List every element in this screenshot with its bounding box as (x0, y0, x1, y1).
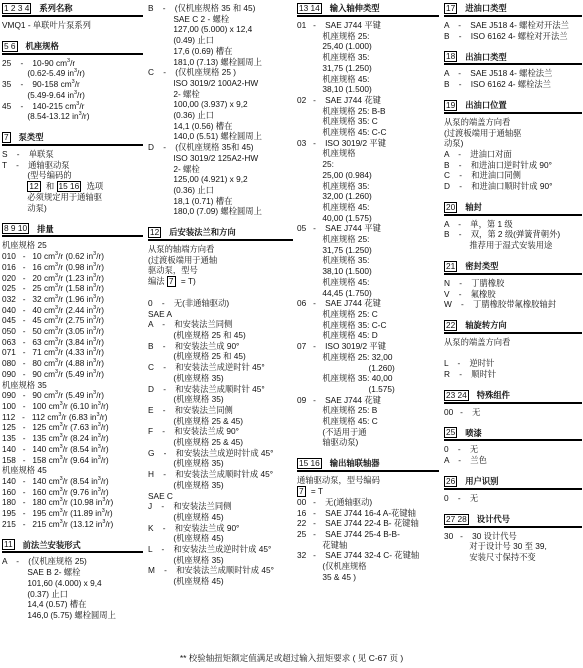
option-line: C - 和进油口同侧 (444, 170, 521, 181)
option-line: 从泵的端盖方向看 (444, 116, 511, 127)
section-header (297, 3, 439, 17)
code-section (444, 51, 582, 89)
option-line: 2- 螺栓 (148, 88, 200, 99)
option-line: SAE C (148, 490, 173, 501)
code-section (148, 227, 293, 587)
option-line: 050 - 50 $cm^3/r$ (3.05 $in^3/r$) (2, 326, 105, 337)
code-number-box: 11 (4, 539, 13, 550)
option-line: (0.37) 止口 (2, 588, 68, 599)
option-line: ISO 3019/2 100A2-HW (148, 77, 259, 88)
code-number-box: 19 (446, 99, 456, 110)
section-header (444, 320, 582, 334)
option-line: (8.54-13.12 $in^3/r$) (2, 111, 90, 122)
option-line: (机座规格 35) (148, 458, 224, 469)
option-line: E - 和安装法兰同侧 (148, 404, 233, 415)
option-line: (机座规格 45) (148, 576, 224, 587)
section-title: 前法兰安装形式 (22, 539, 81, 550)
option-line: 35 & 45 ) (297, 571, 357, 582)
option-line: 14,4 (0.57) 槽在 (2, 599, 87, 610)
option-line: 18,1 (0.71) 槽在 (148, 195, 233, 206)
option-line: (5.49-9.64 $in^3/r$) (2, 89, 85, 100)
option-line: 063 - 63 $cm^3/r$ (3.84 $in^3/r$) (2, 336, 105, 347)
code-number-box: 18 (446, 51, 456, 62)
option-line: 编法 7 = T) (148, 276, 196, 287)
option-line: (机座规格 45) (148, 511, 224, 522)
option-line: 032 - 32 $cm^3/r$ (1.96 $in^3/r$) (2, 293, 105, 304)
option-line: (1.575) (297, 383, 395, 394)
option-line: 180 - 180 $cm^3/r$ (10.98 $in^3/r$) (2, 497, 114, 508)
option-line: 机座规格 35: 40,00 (297, 373, 393, 384)
option-line: D - 和进油口顺时针成 90° (444, 181, 553, 192)
option-line: SAE B 2- 螺栓 (2, 567, 81, 578)
option-line: 25 - SAE J744 25-4 B-B- (297, 528, 400, 539)
option-line: 机座规格 35: (297, 52, 370, 63)
option-line: 32 - SAE J744 32-4 C- 花键轴 (297, 550, 420, 561)
code-section (444, 100, 582, 192)
option-line: 机座规格 25: B-B (297, 105, 386, 116)
option-line: 25,00 (0.984) (297, 169, 372, 180)
option-line: 090 - 90 $cm^3/r$ (5.49 $in^3/r$) (2, 368, 105, 379)
option-line: L - 和安装法兰成逆时针成 45° (148, 544, 272, 555)
option-line: 动泵) (444, 138, 464, 149)
section-header (444, 202, 582, 216)
code-section (2, 223, 143, 529)
code-number-box: 21 (446, 260, 456, 271)
section-header (444, 100, 582, 114)
option-line: 机座规格 35: (297, 255, 370, 266)
option-line: 080 - 80 $cm^3/r$ (4.88 $in^3/r$) (2, 358, 105, 369)
option-line: B - 和安装法兰成 90° (148, 340, 240, 351)
section-title: 出油口位置 (465, 99, 507, 110)
option-line: SAE A (148, 308, 172, 319)
option-line: 机座规格 35: C (297, 116, 378, 127)
section-header (444, 476, 582, 490)
option-line: (0.62-5.49 $in^3/r$) (2, 68, 85, 79)
option-line: 00 - 无(通轴驱动) (297, 496, 373, 507)
section-header (148, 227, 293, 241)
option-line: 146,0 (5.75) 螺栓圆周上 (2, 609, 116, 620)
option-line: 机座规格 45: (297, 276, 370, 287)
code-section (297, 458, 439, 582)
option-line: 25,40 (1.000) (297, 41, 372, 52)
option-line: 14,1 (0.56) 槽在 (148, 120, 233, 131)
option-line: B - 和进油口逆时针成 90° (444, 159, 552, 170)
option-line: G - 和安装法兰成逆时针成 45° (148, 447, 274, 458)
code-number-box: 8 9 10 (4, 223, 28, 234)
option-line: A - 进油口对面 (444, 148, 512, 159)
option-line: 轴驱动泵) (297, 437, 359, 448)
option-line: 38,10 (1.500) (297, 266, 372, 277)
option-line: 101,60 (4.000) x 9,4 (2, 577, 102, 588)
option-line: D - (仅机座规格 35和 45) (148, 142, 254, 153)
option-line: 00 - 无 (444, 406, 481, 417)
section-header (2, 539, 143, 553)
section-header (444, 427, 582, 441)
code-section (2, 539, 143, 620)
option-line: (0.36) 止口 (148, 184, 214, 195)
option-line: V - 氟橡胶 (444, 288, 496, 299)
code-section (148, 3, 293, 217)
code-section (444, 427, 582, 465)
option-line: K - 和安装法兰成 90° (148, 522, 240, 533)
code-section (444, 476, 582, 504)
option-line: (1.260) (297, 362, 395, 373)
option-line: A - (仅机座规格 25) (2, 556, 87, 567)
code-number-box: 27 28 (446, 513, 467, 524)
option-line: 010 - 10 $cm^3/r$ (0.62 $in^3/r$) (2, 251, 105, 262)
option-line: 2- 螺栓 (148, 163, 200, 174)
column-3 (297, 3, 439, 592)
option-line: A - 单，第 1 级 (444, 218, 513, 229)
option-line: 181,0 (7.13) 螺栓圆周上 (148, 56, 262, 67)
option-line: 必须规定用于通轴驱 (2, 192, 103, 203)
option-line: 机座规格 25: B (297, 405, 378, 416)
option-line: 31,75 (1.250) (297, 62, 372, 73)
option-line: 机座规格 25: (297, 234, 370, 245)
option-line: (机座规格 25 & 45) (148, 415, 243, 426)
option-line: 045 - 45 $cm^3/r$ (2.75 $in^3/r$) (2, 315, 105, 326)
option-line: A - SAE J518 4- 螺栓法兰 (444, 68, 553, 79)
section-title: 泵类型 (18, 132, 44, 143)
option-line: 140 - 140 $cm^3/r$ (8.54 $in^3/r$) (2, 443, 109, 454)
option-line: 机座规格 45: (297, 201, 370, 212)
option-line: R - 顺时针 (444, 369, 497, 380)
option-line: 02 - SAE J744 花键 (297, 94, 381, 105)
section-header (444, 514, 582, 528)
option-line: T - 通轴驱动泵 (2, 159, 70, 170)
option-line: 01 - SAE J744 平键 (297, 20, 381, 30)
option-line: (机座规格 45) (148, 533, 224, 544)
section-header (2, 41, 143, 55)
option-line: S - 单联泵 (2, 148, 54, 159)
option-line: 38,10 (1.500) (297, 84, 372, 95)
option-line: 180,0 (7.09) 螺栓圆周上 (148, 206, 262, 217)
option-line: 驱动泵，型号 (148, 265, 198, 276)
option-line: (过渡板端用于通轴驱 (444, 127, 522, 138)
option-line: 195 - 195 $cm^3/r$ (11.89 $in^3/r$) (2, 508, 113, 519)
section-title: 系列名称 (39, 3, 73, 14)
column-4 (444, 3, 582, 573)
code-number-box: 13 14 (299, 3, 320, 13)
option-line: 机座规格 25: C (297, 308, 378, 319)
section-title: 设计代号 (476, 513, 510, 524)
option-line: 45 - 140-215 $cm^3/r$ (2, 100, 85, 111)
option-line: 0 - 无 (444, 492, 479, 503)
option-line: F - 和安装法兰成 90° (148, 426, 239, 437)
option-line: SAE C 2 - 螺栓 (148, 13, 230, 24)
option-line: 25 - 10-90 $cm^3/r$ (2, 57, 76, 68)
option-line: C - 和安装法兰成逆时针 45° (148, 362, 265, 373)
option-line: 机座规格 45 (2, 465, 47, 476)
code-number-box: 1 2 3 4 (4, 3, 30, 13)
option-line: 推荐用于湿式安装用途 (444, 240, 553, 251)
code-number-box: 20 (446, 201, 456, 212)
option-line: N - 丁腈橡胶 (444, 277, 505, 288)
code-section (444, 390, 582, 418)
code-number-box: 22 (446, 319, 456, 330)
code-section (444, 261, 582, 310)
option-line: 44,45 (1.750) (297, 287, 372, 298)
option-line: 机座规格 45: C (297, 416, 378, 427)
option-line: VMQ1 - 单联叶片泵系列 (2, 20, 91, 30)
section-title: 后安装法兰和方向 (169, 227, 236, 238)
option-line: A - 兰色 (444, 455, 487, 466)
code-number-box: 23 24 (446, 389, 467, 400)
option-line: ISO 3019/2 125A2-HW (148, 152, 259, 163)
option-line: 135 - 135 $cm^3/r$ (8.24 $in^3/r$) (2, 433, 109, 444)
option-line: 025 - 25 $cm^3/r$ (1.58 $in^3/r$) (2, 283, 105, 294)
option-line: 17,6 (0.69) 槽在 (148, 45, 233, 56)
option-line: 机座规格 45: D (297, 330, 378, 341)
code-section (444, 320, 582, 380)
option-line: 7 = T (299, 485, 323, 496)
section-title: 喷漆 (465, 427, 482, 438)
option-line: 215 - 215 $cm^3/r$ (13.12 $in^3/r$) (2, 518, 114, 529)
option-line: 通轴驱动泵，型号编码 (297, 475, 380, 486)
option-line: 安装尺寸保持不变 (444, 551, 536, 562)
option-line: 30 - 30 设计代号 (444, 530, 517, 541)
option-line: 40,00 (1.575) (297, 212, 372, 223)
option-line: 09 - SAE J744 花键 (297, 394, 381, 405)
option-line: 160 - 160 $cm^3/r$ (9.76 $in^3/r$) (2, 486, 109, 497)
option-line: A - 和安装法兰同侧 (148, 319, 233, 330)
section-title: 排量 (37, 223, 54, 234)
option-line: 机座规格 35 (2, 379, 47, 390)
option-line: B - (仅机座规格 35 和 45) (148, 3, 256, 13)
code-section (444, 514, 582, 563)
option-line: 16 - SAE J744 16-4 A-花键轴 (297, 507, 416, 518)
option-line: 112 - 112 $cm^3/r$ (6.83 $in^3/r$) (2, 411, 108, 422)
option-line: (机座规格 25 和 45) (148, 329, 246, 340)
option-line: 040 - 40 $cm^3/r$ (2.44 $in^3/r$) (2, 304, 105, 315)
section-header (2, 132, 143, 146)
option-line: 12 和 15 16 选项 (29, 181, 104, 192)
option-line: A - SAE J518 4- 螺栓对开法兰 (444, 20, 569, 30)
code-number-box: 25 (446, 427, 456, 438)
section-title: 轴封 (465, 201, 482, 212)
option-line: C - (仅机座规格 25 ) (148, 67, 237, 78)
option-line: 0 - 无(非通轴驱动) (148, 297, 230, 308)
option-line (444, 348, 582, 359)
option-line: 35 - 90-158 $cm^3/r$ (2, 79, 80, 90)
option-line: 32,00 (1.260) (297, 191, 372, 202)
code-number-box: 15 16 (299, 458, 320, 469)
code-number-box: 26 (446, 475, 456, 486)
option-line: 05 - SAE J744 平键 (297, 223, 381, 234)
option-line: (机座规格 35) (148, 372, 224, 383)
column-1 (2, 3, 143, 631)
option-line: (不适用于通 (297, 426, 367, 437)
option-line: 25: (297, 159, 334, 170)
option-line: 从泵的轴端方向看 (148, 244, 215, 255)
code-section (444, 202, 582, 251)
section-header (444, 261, 582, 275)
section-title: 出油口类型 (465, 51, 507, 62)
option-line: (机座规格 35) (148, 479, 224, 490)
option-line: 020 - 20 $cm^3/r$ (1.23 $in^3/r$) (2, 272, 105, 283)
code-section (2, 132, 143, 214)
option-line: (机座规格 35) (148, 554, 224, 565)
option-line: 100 - 100 $cm^3/r$ (6.10 $in^3/r$) (2, 400, 109, 411)
option-line: 机座规格 25: 32,00 (297, 351, 393, 362)
column-2 (148, 3, 293, 597)
option-line: W - 丁腈橡胶带氟橡胶轴封 (444, 299, 557, 310)
option-line: 125,00 (4.921) x 9,2 (148, 174, 248, 185)
section-header (2, 3, 143, 17)
option-line: 机座规格 (297, 148, 356, 159)
section-header (444, 3, 582, 17)
option-line: 03 - ISO 3019/2 平键 (297, 137, 387, 148)
code-number-box: 12 (150, 227, 160, 238)
option-line: 22 - SAE J744 22-4 B- 花键轴 (297, 518, 419, 529)
option-line: (仅机座规格 (297, 561, 367, 572)
option-line: M - 和安装法兰成顺时针成 45° (148, 565, 274, 576)
option-line: J - 和安装法兰同侧 (148, 501, 232, 512)
section-title: 密封类型 (465, 260, 499, 271)
option-line: (过渡板端用于通轴 (148, 254, 218, 265)
footnote: ** 校验轴扭矩额定值满足或超过输入扭矩要求 ( 见 C-67 页 ) (179, 653, 404, 663)
section-title: 机座规格 (25, 40, 59, 51)
option-line: B - ISO 6162 4- 螺栓法兰 (444, 79, 551, 90)
option-line: 机座规格 45: (297, 73, 370, 84)
option-line: 花键轴 (297, 539, 348, 550)
section-header (444, 51, 582, 65)
section-title: 输入轴伸类型 (329, 3, 380, 14)
option-line: 机座规格 25: (297, 30, 370, 41)
option-line: 125 - 125 $cm^3/r$ (7.63 $in^3/r$) (2, 422, 109, 433)
code-section (444, 3, 582, 41)
section-title: 特殊组件 (476, 389, 510, 400)
option-line: (0.49) 止口 (148, 35, 214, 46)
section-title: 进油口类型 (465, 3, 507, 14)
option-line: (机座规格 35) (148, 394, 224, 405)
section-header (297, 458, 439, 472)
option-line: 0 - 无 (444, 444, 479, 455)
option-line: 090 - 90 $cm^3/r$ (5.49 $in^3/r$) (2, 390, 105, 401)
option-line: 158 - 158 $cm^3/r$ (9.64 $in^3/r$) (2, 454, 109, 465)
code-section (297, 3, 439, 448)
option-line: 机座规格 25 (2, 240, 47, 251)
code-section (2, 41, 143, 122)
option-line: 机座规格 35: (297, 180, 370, 191)
option-line: 31,75 (1.250) (297, 244, 372, 255)
option-line (148, 287, 293, 298)
section-header (444, 390, 582, 404)
option-line: 从泵的端盖方向看 (444, 336, 511, 347)
section-title: 轴旋转方向 (465, 320, 507, 331)
option-line: (型号编码的 (2, 170, 72, 181)
option-line: L - 逆时针 (444, 358, 495, 369)
option-line: H - 和安装法兰成顺时针成 45° (148, 469, 274, 480)
option-line: (机座规格 25 & 45) (148, 437, 243, 448)
option-line: 动泵) (2, 202, 47, 213)
option-line: (机座规格 25 和 45) (148, 351, 246, 362)
option-line: 140 - 140 $cm^3/r$ (8.54 $in^3/r$) (2, 475, 109, 486)
option-line: B - 双，第 2 级(弹簧背朝外) (444, 229, 561, 240)
option-line: B - ISO 6162 4- 螺栓对开法兰 (444, 30, 568, 41)
code-number-box: 7 (4, 131, 9, 142)
option-line: 06 - SAE J744 花键 (297, 298, 381, 309)
option-line: 机座规格 35: C-C (297, 319, 387, 330)
option-line: 127,00 (5.000) x 12,4 (148, 24, 253, 35)
option-line: 100,00 (3.937) x 9,2 (148, 99, 248, 110)
code-section (2, 3, 143, 31)
option-line: 071 - 71 $cm^3/r$ (4.33 $in^3/r$) (2, 347, 105, 358)
section-title: 输出轴联轴器 (329, 458, 380, 469)
option-line: 对于设计号 30 至 39, (444, 541, 547, 552)
option-line: 140,0 (5.51) 螺栓圆周上 (148, 131, 262, 142)
option-line: D - 和安装法兰成顺时针 45° (148, 383, 265, 394)
section-title: 用户识别 (465, 476, 499, 487)
code-number-box: 5 6 (4, 40, 16, 51)
option-line: 016 - 16 $cm^3/r$ (0.98 $in^3/r$) (2, 261, 105, 272)
section-header (2, 223, 143, 237)
option-line: (0.36) 止口 (148, 110, 214, 121)
option-line: 机座规格 45: C-C (297, 127, 387, 138)
option-line: 07 - ISO 3019/2 平键 (297, 341, 387, 352)
code-number-box: 17 (446, 3, 456, 13)
